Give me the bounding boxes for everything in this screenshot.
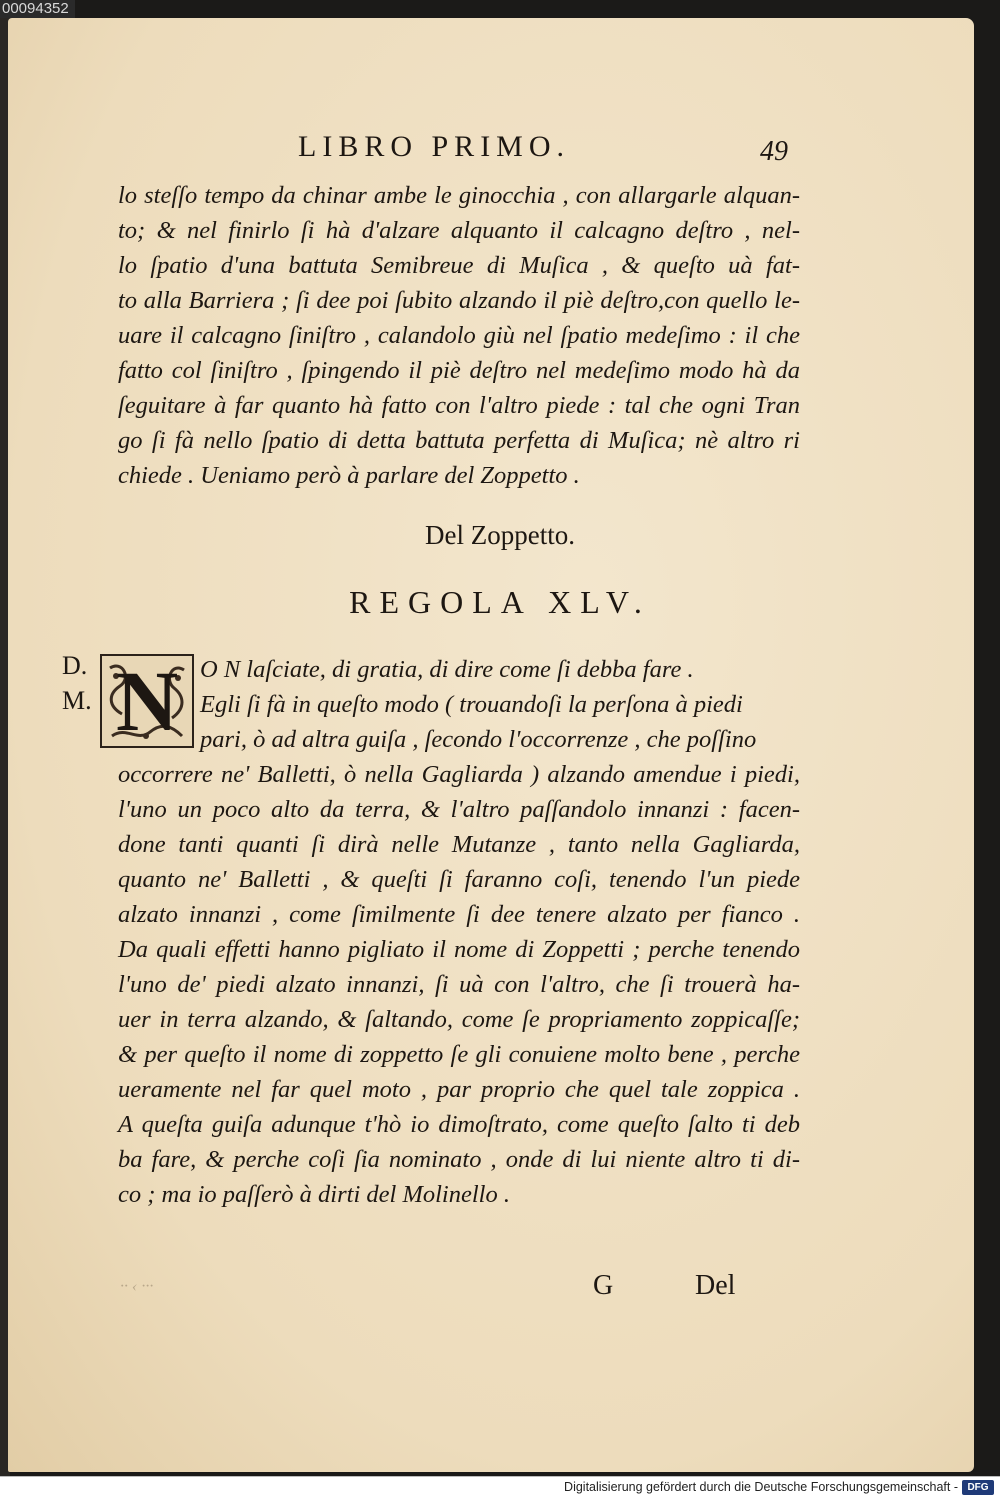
- text-line: l'uno un poco alto da terra, & l'altro paſſandolo innanzi : facen-: [118, 796, 800, 823]
- speaker-labels: [62, 648, 92, 718]
- text-line: ueramente nel far quel moto , par proprio che quel tale zoppica .: [118, 1076, 800, 1103]
- text-line: pari, ò ad altra guiſa , ſecondo l'occorrenze , che poſſino: [200, 726, 757, 753]
- text-line: Da quali effetti hanno pigliato il nome di Zoppetti ; perche tenendo: [118, 936, 800, 963]
- text-line: uare il calcagno ſiniſtro , calandolo giù nel ſpatio medeſimo : il che: [118, 322, 800, 349]
- page-header: [0, 130, 1000, 170]
- text-line: co ; ma io paſſerò à dirti del Molinello .: [118, 1181, 510, 1208]
- bleed-through-mark: ·· ‹ ···: [120, 1278, 154, 1295]
- text-line: quanto ne' Balletti , & queſti ſi faranno coſi, tenendo l'un piede: [118, 866, 800, 893]
- text-line: to alla Barriera ; ſi dee poi ſubito alzando il piè deſtro,con quello le-: [118, 287, 800, 314]
- speaker-m: M.: [62, 686, 92, 715]
- text-line: & per queſto il nome di zoppetto ſe gli conuiene molto bene , perche: [118, 1041, 800, 1068]
- text-line: alzato innanzi , come ſimilmente ſi dee tenere alzato per fianco .: [118, 901, 800, 928]
- speaker-d: D.: [62, 651, 88, 680]
- text-line: fatto col ſiniſtro , ſpingendo il piè deſtro nel medeſimo modo hà da: [118, 357, 800, 384]
- paragraph-opening: [200, 652, 800, 757]
- dfg-logo-icon: DFG: [962, 1480, 994, 1495]
- funding-credit: Digitalisierung gefördert durch die Deutsche Forschungsgemeinschaft -: [564, 1480, 958, 1494]
- digitization-footer: [0, 1476, 1000, 1499]
- text-line: ſeguitare à far quanto hà fatto con l'altro piede : tal che ogni Tran: [118, 392, 800, 419]
- folio-number: 49: [760, 136, 788, 167]
- shelfmark-label: 00094352: [0, 0, 75, 18]
- section-title: Del Zoppetto.: [425, 520, 575, 550]
- drop-cap-letter: N: [115, 654, 179, 748]
- text-line: ba fare, & perche coſi ſia nominato , onde di lui niente altro ti di-: [118, 1146, 800, 1173]
- ornamental-initial: [100, 654, 194, 748]
- running-head: LIBRO PRIMO.: [298, 130, 571, 163]
- text-line: l'uno de' piedi alzato innanzi, ſi uà con l'altro, che ſi trouerà ha-: [118, 971, 800, 998]
- text-line: A queſta guiſa adunque t'hò io dimoſtrato, come queſto ſalto ti deb: [118, 1111, 800, 1138]
- rule-heading: REGOLA XLV.: [349, 584, 651, 620]
- text-line: occorrere ne' Balletti, ò nella Gagliarda ) alzando amendue i piedi,: [118, 761, 800, 788]
- text-line: uer in terra alzando, & ſaltando, come ſe propriamento zoppicaſſe;: [118, 1006, 800, 1033]
- paragraph-continued: [118, 178, 800, 493]
- signature-mark: G: [593, 1270, 614, 1301]
- text-line: done tanti quanti ſi dirà nelle Mutanze , tanto nella Gagliarda,: [118, 831, 800, 858]
- page-footer: [0, 1270, 1000, 1310]
- text-line: go ſi fà nello ſpatio di detta battuta perfetta di Muſica; nè altro ri: [118, 427, 800, 454]
- text-line: chiede . Ueniamo però à parlare del Zoppetto .: [118, 462, 580, 489]
- paragraph-body: [118, 757, 800, 1212]
- text-line: Egli ſi fà in queſto modo ( trouandoſi la perſona à piedi: [200, 691, 743, 718]
- text-line: O N laſciate, di gratia, di dire come ſi debba fare .: [200, 656, 694, 683]
- text-line: lo ſpatio d'una battuta Semibreue di Muſica , & queſto uà fat-: [118, 252, 800, 279]
- catchword: Del: [695, 1270, 736, 1301]
- text-line: lo steſſo tempo da chinar ambe le ginocchia , con allargarle alquan-: [118, 182, 800, 209]
- text-line: to; & nel finirlo ſi hà d'alzare alquanto il calcagno deſtro , nel-: [118, 217, 800, 244]
